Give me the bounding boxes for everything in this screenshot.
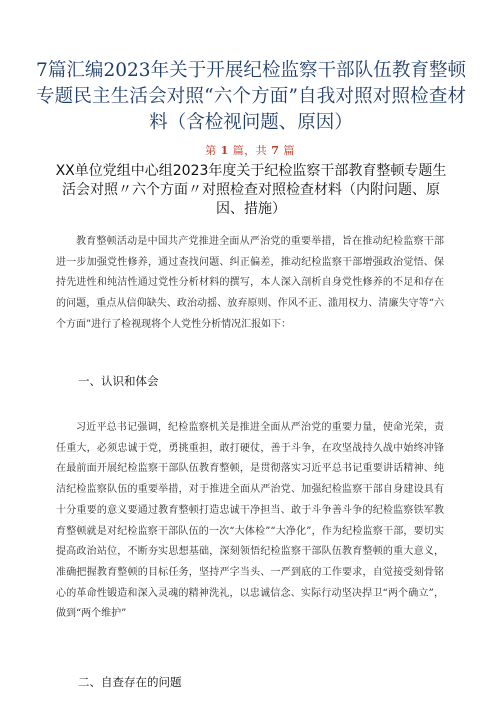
page-indicator-total: 7	[271, 144, 280, 157]
page-indicator	[0, 142, 500, 158]
page-indicator-current: 1	[220, 144, 229, 157]
section-heading-problems: 二、自查存在的问题	[78, 675, 182, 689]
article-title: XX单位党组中心组2023年度关于纪检监察干部教育整顿专题生活会对照〃六个方面〃对照检查对照检查材料（内附问题、原因、措施）	[55, 163, 447, 217]
intro-paragraph: 教育整顿活动是中国共产党推进全面从严治党的重要举措，旨在推动纪检监察干部进一步加强党性修养，通过查找问题、纠正偏差，推动纪检监察干部增强政治觉悟、保持先进性和纯洁性通过党性分析材料的撰写，本人深入剖析自身党性修养的不足和存在的问题，重点从信仰缺失、政治动摇、放弃原则、作风不正、滥用权力、清廉失守等“六个方面”进行了检视现将个人党性分析情况汇报如下：	[56, 236, 444, 330]
page-indicator-suffix: 篇	[283, 144, 295, 157]
section-paragraph-understanding: 习近平总书记强调，纪检监察机关是推进全面从严治党的重要力量，使命光荣，责任重大，必须忠诚于党，勇挑重担，敢打硬仗，善于斗争，在攻坚战持久战中始终冲锋在最前面开展纪检监察干部队伍教育整顿，是贯彻落实习近平总书记重要讲话精神、纯洁纪检监察队伍的重要举措，对于推进全面从严治党、加强纪检监察干部自身建设具有十分重要的意义要通过教育整顿打造忠诚干净担当、敢于斗争善斗争的纪检监察铁军教育整顿就是对纪检监察干部队伍的一次“大体检”“大净化”，作为纪检监察干部，要切实提高政治站位，不断夯实思想基础，深刻领悟纪检监察干部队伍教育整顿的重大意义，准确把握教育整顿的目标任务，坚持严字当头、一严到底的工作要求，自觉接受刻骨铭心的革命性锻造和深入灵魂的精神洗礼，以忠诚信念、实际行动坚决捍卫“两个确立”，做到“两个维护”	[56, 422, 444, 620]
section-heading-understanding: 一、认识和体会	[78, 374, 159, 388]
document-title: 7篇汇编2023年关于开展纪检监察干部队伍教育整顿专题民主生活会对照“六个方面”自我对照对照检查材料（含检视问题、原因）	[36, 60, 466, 133]
page-indicator-prefix: 第	[205, 144, 217, 157]
page-indicator-middle: 篇，共	[232, 144, 268, 157]
